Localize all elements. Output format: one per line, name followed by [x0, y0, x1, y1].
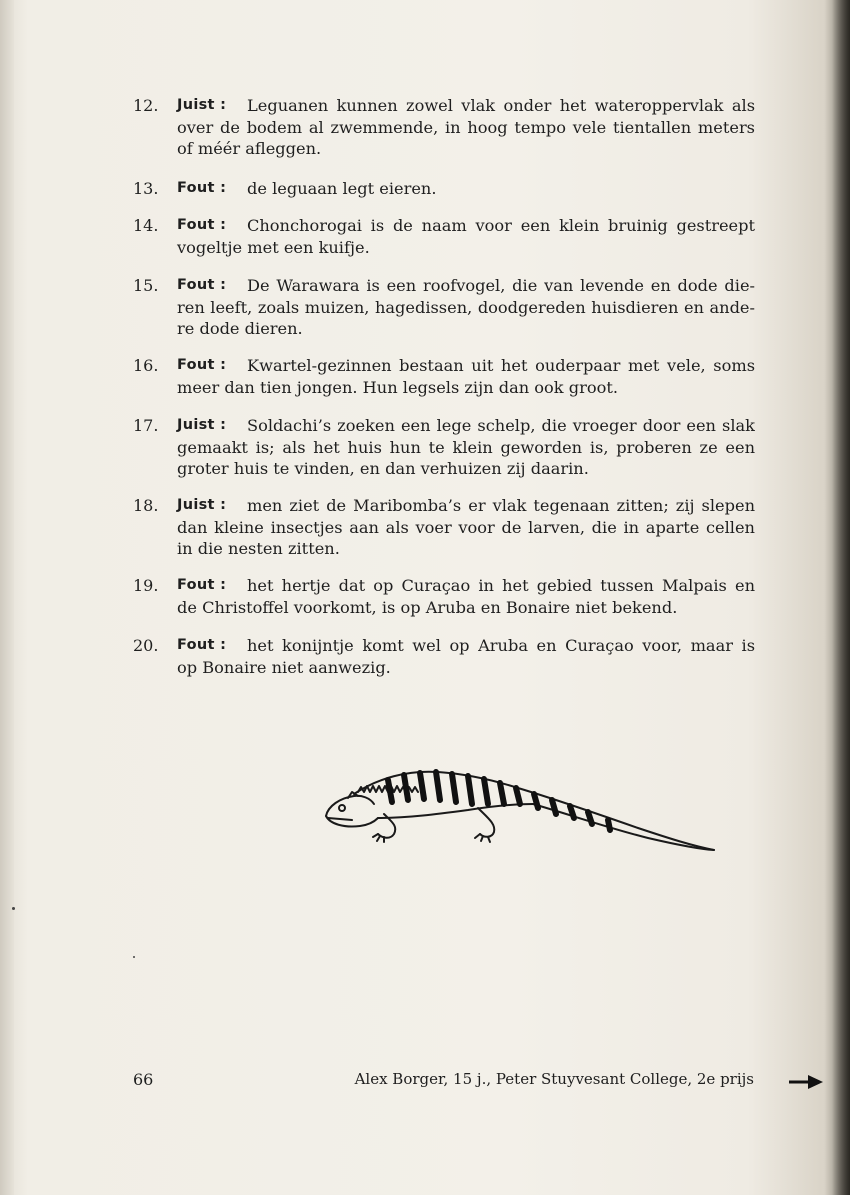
spine-shadow [832, 0, 850, 1195]
answer-text-line: in die nesten zitten. [177, 539, 340, 558]
answer-text-line: vogeltje met een kuifje. [177, 237, 370, 257]
answer-text-line: Chonchorogai is de naam voor een klein bruinig gestreept [247, 216, 755, 235]
answer-verdict: Fout : [177, 277, 227, 293]
answer-text-line: op Bonaire niet aanwezig. [177, 657, 391, 677]
paper-speck [12, 907, 15, 910]
answer-text-line: het konijntje komt wel op Aruba en Curaçao voor, maar is [247, 636, 755, 655]
answer-text-line: men ziet de Maribomba’s er vlak tegenaan zitten; zij slepen [247, 496, 755, 515]
answer-text-line: het hertje dat op Curaçao in het gebied tussen Malpais en [247, 576, 755, 595]
iguana-drawing [318, 758, 718, 858]
answer-number: 20. [133, 636, 159, 655]
page-edge [0, 0, 14, 1195]
answer-text [177, 635, 755, 678]
answer-text-line: over de bodem al zwemmende, in hoog tempo vele tientallen meters [177, 117, 755, 137]
answer-text [177, 95, 755, 160]
answer-text [177, 275, 755, 340]
answer-verdict: Fout : [177, 637, 227, 653]
answer-verdict: Fout : [177, 357, 227, 373]
answer-text-line: gemaakt is; als het huis hun te klein geworden is, proberen ze een [177, 437, 755, 457]
answer-text-line: Soldachi’s zoeken een lege schelp, die vroeger door een slak [247, 416, 755, 435]
answer-text [177, 178, 755, 200]
answer-verdict: Juist : [177, 97, 227, 113]
answer-number: 12. [133, 96, 159, 115]
answer-number: 17. [133, 416, 159, 435]
author-credit: Alex Borger, 15 j., Peter Stuyvesant College, 2e prijs [354, 1070, 754, 1088]
answer-text [177, 495, 755, 560]
answer-text-line: of méér afleggen. [177, 139, 322, 158]
answer-text-line: ren leeft, zoals muizen, hagedissen, doodgereden huisdieren en ande- [177, 297, 755, 317]
answer-text-line: Kwartel-gezinnen bestaan uit het ouderpaar met vele, soms [247, 356, 755, 375]
answer-text [177, 575, 755, 618]
answer-verdict: Fout : [177, 217, 227, 233]
page-number: 66 [133, 1070, 154, 1089]
paper-speck [133, 956, 135, 958]
answer-number: 19. [133, 576, 159, 595]
answer-verdict: Juist : [177, 417, 227, 433]
answer-text [177, 355, 755, 398]
answer-number: 13. [133, 179, 159, 198]
answer-verdict: Fout : [177, 577, 227, 593]
answer-text [177, 415, 755, 480]
answer-text-line: De Warawara is een roofvogel, die van levende en dode die- [247, 276, 755, 295]
answer-text-line: dan kleine insectjes aan als voer voor de larven, die in aparte cellen [177, 517, 755, 537]
answer-number: 14. [133, 216, 159, 235]
answer-text-line: de leguaan legt eieren. [247, 179, 437, 198]
answer-verdict: Juist : [177, 497, 227, 513]
answer-verdict: Fout : [177, 180, 227, 196]
arrow-right-icon [788, 1074, 824, 1090]
answer-text-line: meer dan tien jongen. Hun legsels zijn dan ook groot. [177, 377, 618, 397]
answer-number: 18. [133, 496, 159, 515]
answer-text [177, 215, 755, 258]
answer-text-line: re dode dieren. [177, 319, 303, 338]
answer-text-line: groter huis te vinden, en dan verhuizen zij daarin. [177, 459, 589, 478]
answer-text-line: de Christoffel voorkomt, is op Aruba en Bonaire niet bekend. [177, 597, 678, 617]
answer-text-line: Leguanen kunnen zowel vlak onder het wateroppervlak als [247, 96, 755, 115]
answer-number: 16. [133, 356, 159, 375]
answer-number: 15. [133, 276, 159, 295]
